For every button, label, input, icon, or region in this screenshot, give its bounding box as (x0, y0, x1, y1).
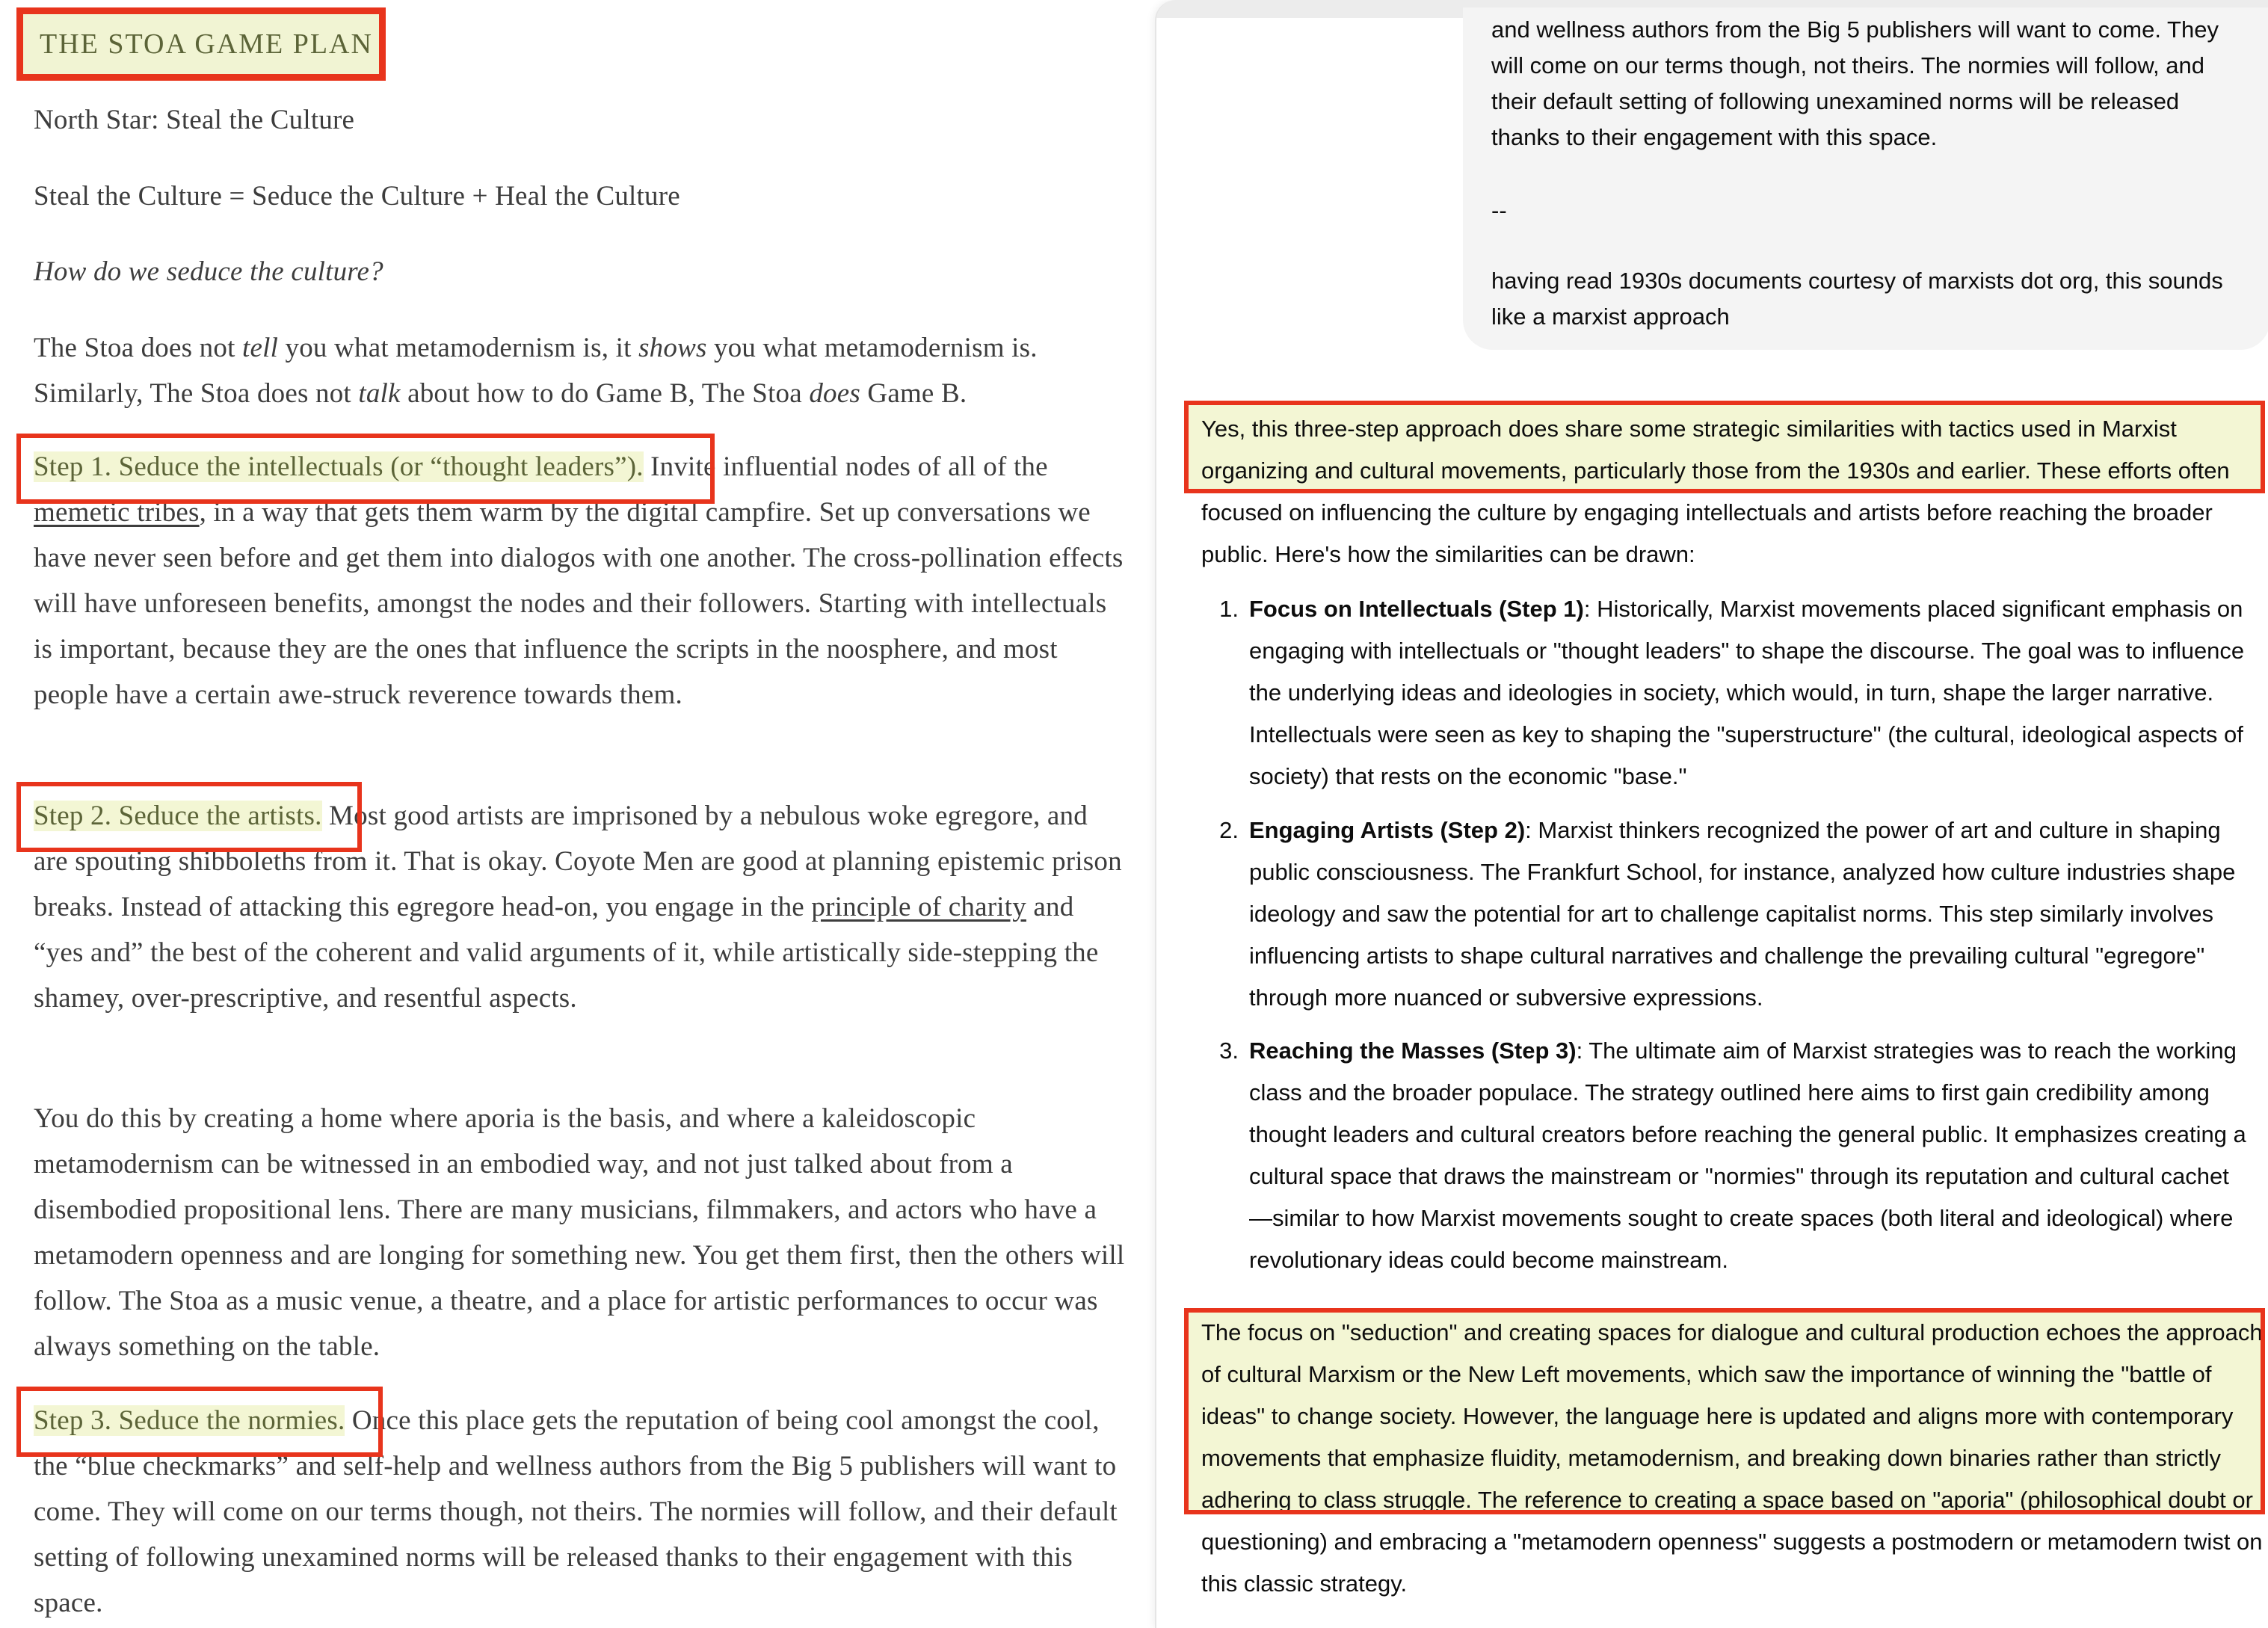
north-star-line: North Star: Steal the Culture (34, 105, 355, 135)
intro-text-5: Game B. (860, 378, 967, 409)
answer-item-3-text: : The ultimate aim of Marxist strategies was to reach the working class and the broader populace. The strategy outlined here aims to first gain credibility among thought leaders and cultural creators before reaching the general public. It emphasizes creating a cultural space that draws the mainstream or "normies" through its reputation and cultural cachet—similar to how Marxist movements sought to create spaces (both literal and ideological) where revolutionary ideas could become mainstream. (1249, 1037, 2246, 1273)
document-title-text: THE STOA GAME PLAN (40, 28, 373, 60)
step3-heading: Step 3. Seduce the normies. (34, 1405, 345, 1436)
equation-line: Steal the Culture = Seduce the Culture + Heal the Culture (34, 181, 680, 212)
answer-item-2-number: 2. (1219, 817, 1239, 843)
answer-item-2-title: Engaging Artists (Step 2) (1249, 817, 1526, 843)
aporia-paragraph: You do this by creating a home where aporia is the basis, and where a kaleidoscopic metamodernism can be witnessed in an embodied way, and not just talked about from a disembodied propositional lens. There are many musicians, filmmakers, and actors who have a metamodern openness and are longing for something new. You get them first, then the others will follow. The Stoa as a music venue, a theatre, and a place for artistic performances to occur was always something on the table. (34, 1103, 1125, 1362)
step2-text-post: and “yes and” the best of the coherent and valid arguments of it, while artistically side-stepping the shamey, over-prescriptive, and resentful aspects. (34, 892, 1099, 1014)
step2-paragraph (34, 793, 1125, 1021)
question-line: How do we seduce the culture? (34, 256, 383, 287)
intro-emphasis-tell: tell (242, 333, 279, 363)
memetic-tribes-link[interactable]: memetic tribes (34, 497, 200, 528)
user-message-separator: -- (1491, 197, 1507, 223)
intro-paragraph (34, 325, 1125, 416)
intro-emphasis-shows: shows (638, 333, 707, 363)
intro-text-3: you what metamodernism is. Similarly, The Stoa does not (34, 333, 1038, 409)
answer-item-2-text: : Marxist thinkers recognized the power of art and culture in shaping public consciousness. The Frankfurt School, for instance, analyzed how culture industries shape ideology and saw the potential for art to challenge capitalist norms. This step similarly involves influencing artists to shape cultural narratives and challenge the prevailing cultural "egregore" through more nuanced or subversive expressions. (1249, 817, 2236, 1011)
intro-emphasis-talk: talk (358, 378, 401, 409)
step3-text: Once this place gets the reputation of being cool amongst the cool, the “blue checkmarks” and self-help and wellness authors from the Big 5 publishers will want to come. They will come on our terms though, not theirs. The normies will follow, and their default setting of following unexamined norms will be released thanks to their engagement with this space. (34, 1405, 1118, 1618)
answer-item-3-title: Reaching the Masses (Step 3) (1249, 1037, 1577, 1064)
answer-conclusion: The focus on "seduction" and creating spaces for dialogue and cultural production echoes the approach of cultural Marxism or the New Left movements, which saw the importance of winning the "battle of ideas" to change society. However, the language here is updated and aligns more with contemporary movements that emphasize fluidity, metamodernism, and breaking down binaries rather than strictly adhering to class struggle. The reference to creating a space based on "aporia" (philosophical doubt or questioning) and embracing a "metamodern openness" suggests a postmodern or metamodern twist on this classic strategy. (1201, 1319, 2263, 1597)
step1-text-post: , in a way that gets them warm by the digital campfire. Set up conversations we have never seen before and get them into dialogos with one another. The cross-pollination effects will have unforeseen benefits, amongst the nodes and their followers. Starting with intellectuals is important, because they are the ones that influence the scripts in the noosphere, and most people have a certain awe-struck reverence towards them. (34, 497, 1124, 710)
step3-paragraph (34, 1398, 1125, 1626)
step1-heading: Step 1. Seduce the intellectuals (or “thought leaders”). (34, 451, 644, 482)
chat-panel (1155, 0, 2268, 1628)
user-message-text: and wellness authors from the Big 5 publishers will want to come. They will come on our terms though, not theirs. The normies will follow, and their default setting of following unexamined norms will be released thanks to their engagement with this space. (1491, 16, 2219, 150)
user-message-question: having read 1930s documents courtesy of marxists dot org, this sounds like a marxist approach (1491, 268, 2223, 330)
intro-text-2: you what metamodernism is, it (278, 333, 639, 363)
answer-intro: Yes, this three-step approach does share some strategic similarities with tactics used in Marxist organizing and cultural movements, particularly those from the 1930s and earlier. These efforts often focused on influencing the culture by engaging intellectuals and artists before reaching the broader public. Here's how the similarities can be drawn: (1201, 416, 2230, 567)
intro-text-1: The Stoa does not (34, 333, 243, 363)
step1-text-pre: Invite influential nodes of all of the (643, 451, 1048, 482)
intro-emphasis-does: does (809, 378, 860, 409)
principle-of-charity-link[interactable]: principle of charity (811, 892, 1026, 922)
answer-item-1-number: 1. (1219, 596, 1239, 622)
step1-paragraph (34, 444, 1125, 718)
document-title (16, 7, 386, 81)
answer-item-1-text: : Historically, Marxist movements placed significant emphasis on engaging with intellectuals or "thought leaders" to shape the discourse. The goal was to influence the underlying ideas and ideologies in society, which would, in turn, shape the larger narrative. Intellectuals were seen as key to shaping the "superstructure" (the cultural, ideological aspects of society) that rests on the economic "base." (1249, 596, 2245, 789)
answer-item-1-title: Focus on Intellectuals (Step 1) (1249, 596, 1584, 622)
step2-text-pre: Most good artists are imprisoned by a nebulous woke egregore, and are spouting shibboleths from it. That is okay. Coyote Men are good at planning epistemic prison breaks. Instead of attacking this egregore head-on, you engage in the (34, 801, 1122, 922)
intro-text-4: about how to do Game B, The Stoa (400, 378, 810, 409)
answer-item-3-number: 3. (1219, 1037, 1239, 1064)
step2-heading: Step 2. Seduce the artists. (34, 801, 322, 831)
